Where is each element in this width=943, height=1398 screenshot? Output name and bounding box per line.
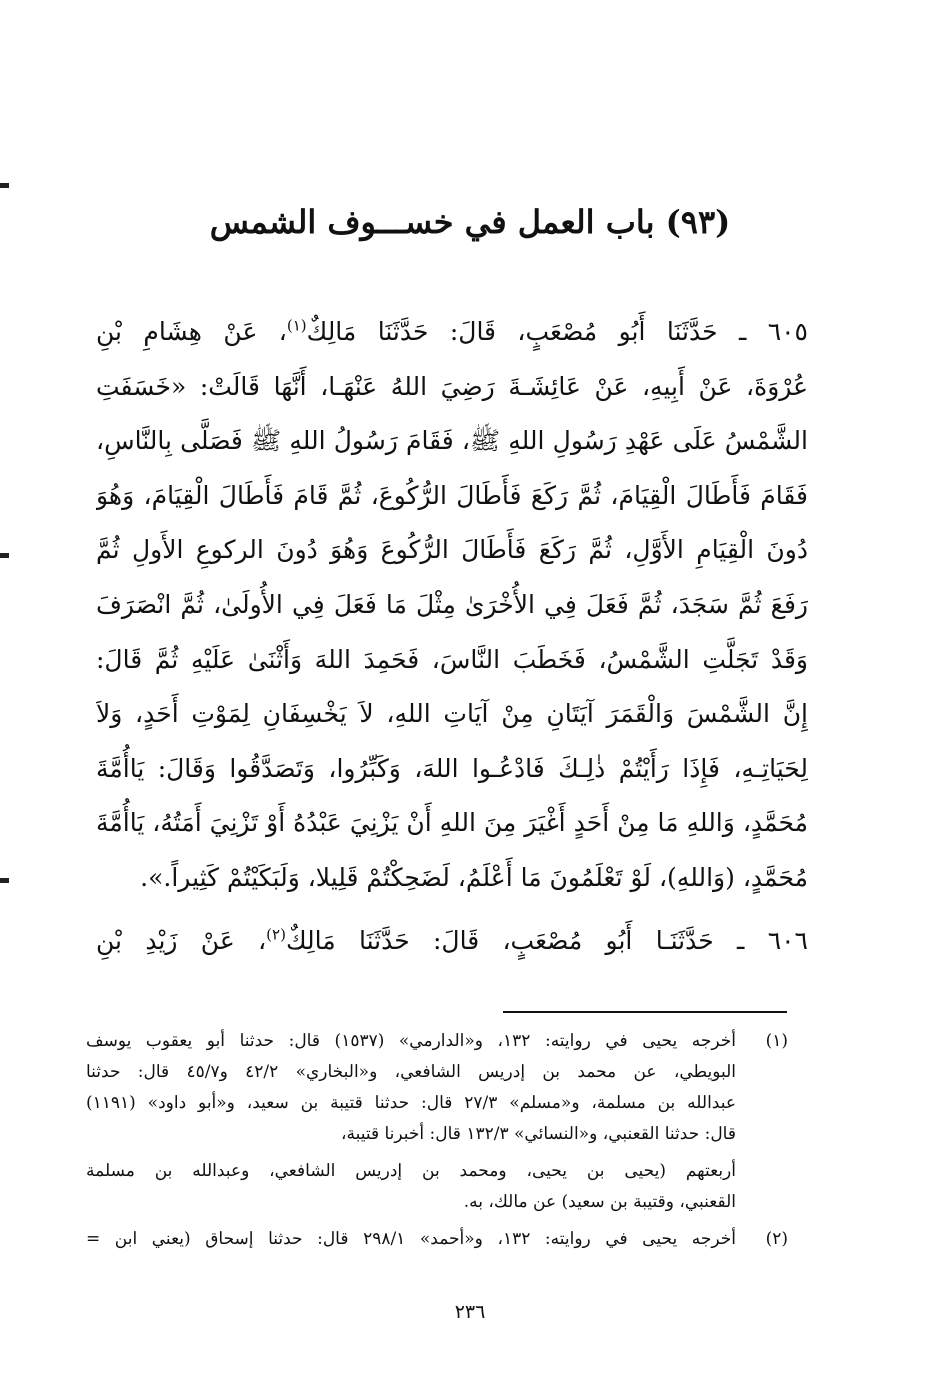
footnote-line: عبدالله بن مسلمة، و«مسلم» ٢٧/٣ قال: حدثنا قتيبة بن سعيد، و«أبو داود» (١١٩١) (86, 1093, 736, 1113)
page-number: ٢٣٦ (454, 1301, 486, 1323)
footnote-2 (86, 1224, 788, 1255)
footnote-ref: (٢) (266, 925, 286, 944)
footnote-line: البويطي، عن محمد بن إدريس الشافعي، و«البخاري» ٤٢/٢ و٤٥/٧ قال: حدثنا (86, 1062, 736, 1082)
footnote-number: (١) (765, 1031, 788, 1051)
footnote-line: أربعتهم (يحيى بن يحيى، ومحمد بن إدريس الشافعي، وعبدالله بن مسلمة (86, 1161, 736, 1181)
hadith-text (96, 305, 808, 968)
hadith-605-start: ٦٠٥ ـ حَدَّثَنَا أَبُو مُصْعَبٍ، قَالَ: حَدَّثَنَا مَالِكٌ (306, 317, 808, 346)
footnote-line: أخرجه يحيى في روايته: ١٣٢، و«الدارمي» (١٥٣٧) قال: حدثنا أبو يعقوب يوسف (86, 1031, 736, 1051)
hadith-606-start: ٦٠٦ ـ حَدَّثَنَـا أَبُو مُصْعَبٍ، قَالَ: حَدَّثَنَا مَالِكٌ (285, 925, 808, 955)
hadith-605-line: مُحَمَّدٍ، وَاللهِ مَا مِنْ أَحَدٍ أَغْيَرَ مِنَ اللهِ أَنْ يَزْنِيَ عَبْدُهُ أَوْ تَزْنِيَ أَمَتُهُ، يَاأُمَّةَ (96, 808, 808, 838)
page-edge-mark (0, 183, 9, 188)
hadith-605-line: مُحَمَّدٍ، (وَاللهِ)، لَوْ تَعْلَمُونَ مَا أَعْلَمُ، لَضَحِكْتُمْ قَلِيلا، وَلَبَكَيْتُمْ كَثِيراً.». (140, 862, 808, 892)
chapter-heading: (٩٣) باب العمل في خســـوف الشمس (209, 203, 731, 241)
hadith-605-line: رَفَعَ ثُمَّ سَجَدَ، ثُمَّ فَعَلَ فِي الأُخْرَىٰ مِثْلَ مَا فَعَلَ فِي الأُولَىٰ، ثُمَّ انْصَرَفَ (96, 589, 808, 619)
footnotes (86, 1026, 788, 1255)
hadith-605-line: عُرْوَةَ، عَنْ أَبِيهِ، عَنْ عَائِشَـةَ رَضِيَ اللهُ عَنْهَـا، أَنَّهَا قَالَتْ: «خَسَفَتِ (96, 371, 808, 401)
hadith-605-line: دُونَ الْقِيَامِ الأَوَّلِ، ثُمَّ رَكَعَ فَأَطَالَ الرُّكُوعَ وَهُوَ دُونَ الركوعِ الأَولِ ثُمَّ (96, 535, 808, 565)
page-edge-mark (0, 878, 9, 883)
hadith-605-line: لِحَيَاتِـهِ، فَإِذَا رَأَيْتُمْ ذٰلِـكَ فَادْعُـوا اللهَ، وَكَبِّرُوا، وَتَصَدَّقُوا وَقَالَ: يَاأُمَّةَ (96, 753, 808, 783)
footnote-number: (٢) (765, 1229, 788, 1249)
hadith-605-line: الشَّمْسُ عَلَى عَهْدِ رَسُولِ اللهِ ﷺ، فَقَامَ رَسُولُ اللهِ ﷺ فَصَلَّى بِالنَّاسِ، (96, 426, 808, 456)
footnote-line: القعنبي، وقتيبة بن سعيد) عن مالك، به. (463, 1192, 736, 1212)
hadith-605-line (96, 305, 808, 360)
footnote-ref: (١) (286, 316, 307, 335)
footnote-divider (503, 1011, 787, 1013)
hadith-605-line: وَقَدْ تَجَلَّتِ الشَّمْسُ، فَخَطَبَ النَّاسَ، فَحَمِدَ اللهَ وَأَثْنَىٰ عَلَيْهِ ثُمَّ قَالَ: (96, 644, 808, 674)
footnote-line: قال: حدثنا القعنبي، و«النسائي» ١٣٢/٣ قال: أخبرنا قتيبة، (340, 1124, 736, 1144)
hadith-605-line-end: ، عَنْ هِشَامِ بْنِ (96, 317, 287, 346)
hadith-606-end: ، عَنْ زَيْدِ بْنِ (96, 925, 267, 955)
page-edge-mark (0, 553, 9, 558)
hadith-605-line: فَقَامَ فَأَطَالَ الْقِيَامَ، ثُمَّ رَكَعَ فَأَطَالَ الرُّكُوعَ، ثُمَّ قَامَ فَأَطَالَ الْقِيَامَ، وَهُوَ (96, 480, 808, 510)
hadith-605-line: إِنَّ الشَّمْسَ وَالْقَمَرَ آيَتَانِ مِنْ آيَاتِ اللهِ، لاَ يَخْسِفَانِ لِمَوْتِ أَحَدٍ، وَلاَ (96, 699, 808, 729)
footnote-1 (86, 1026, 788, 1224)
footnote-line: أخرجه يحيى في روايته: ١٣٢، و«أحمد» ٢٩٨/١ قال: حدثنا إسحاق (يعني ابن = (86, 1229, 736, 1249)
hadith-606-line (96, 914, 808, 969)
